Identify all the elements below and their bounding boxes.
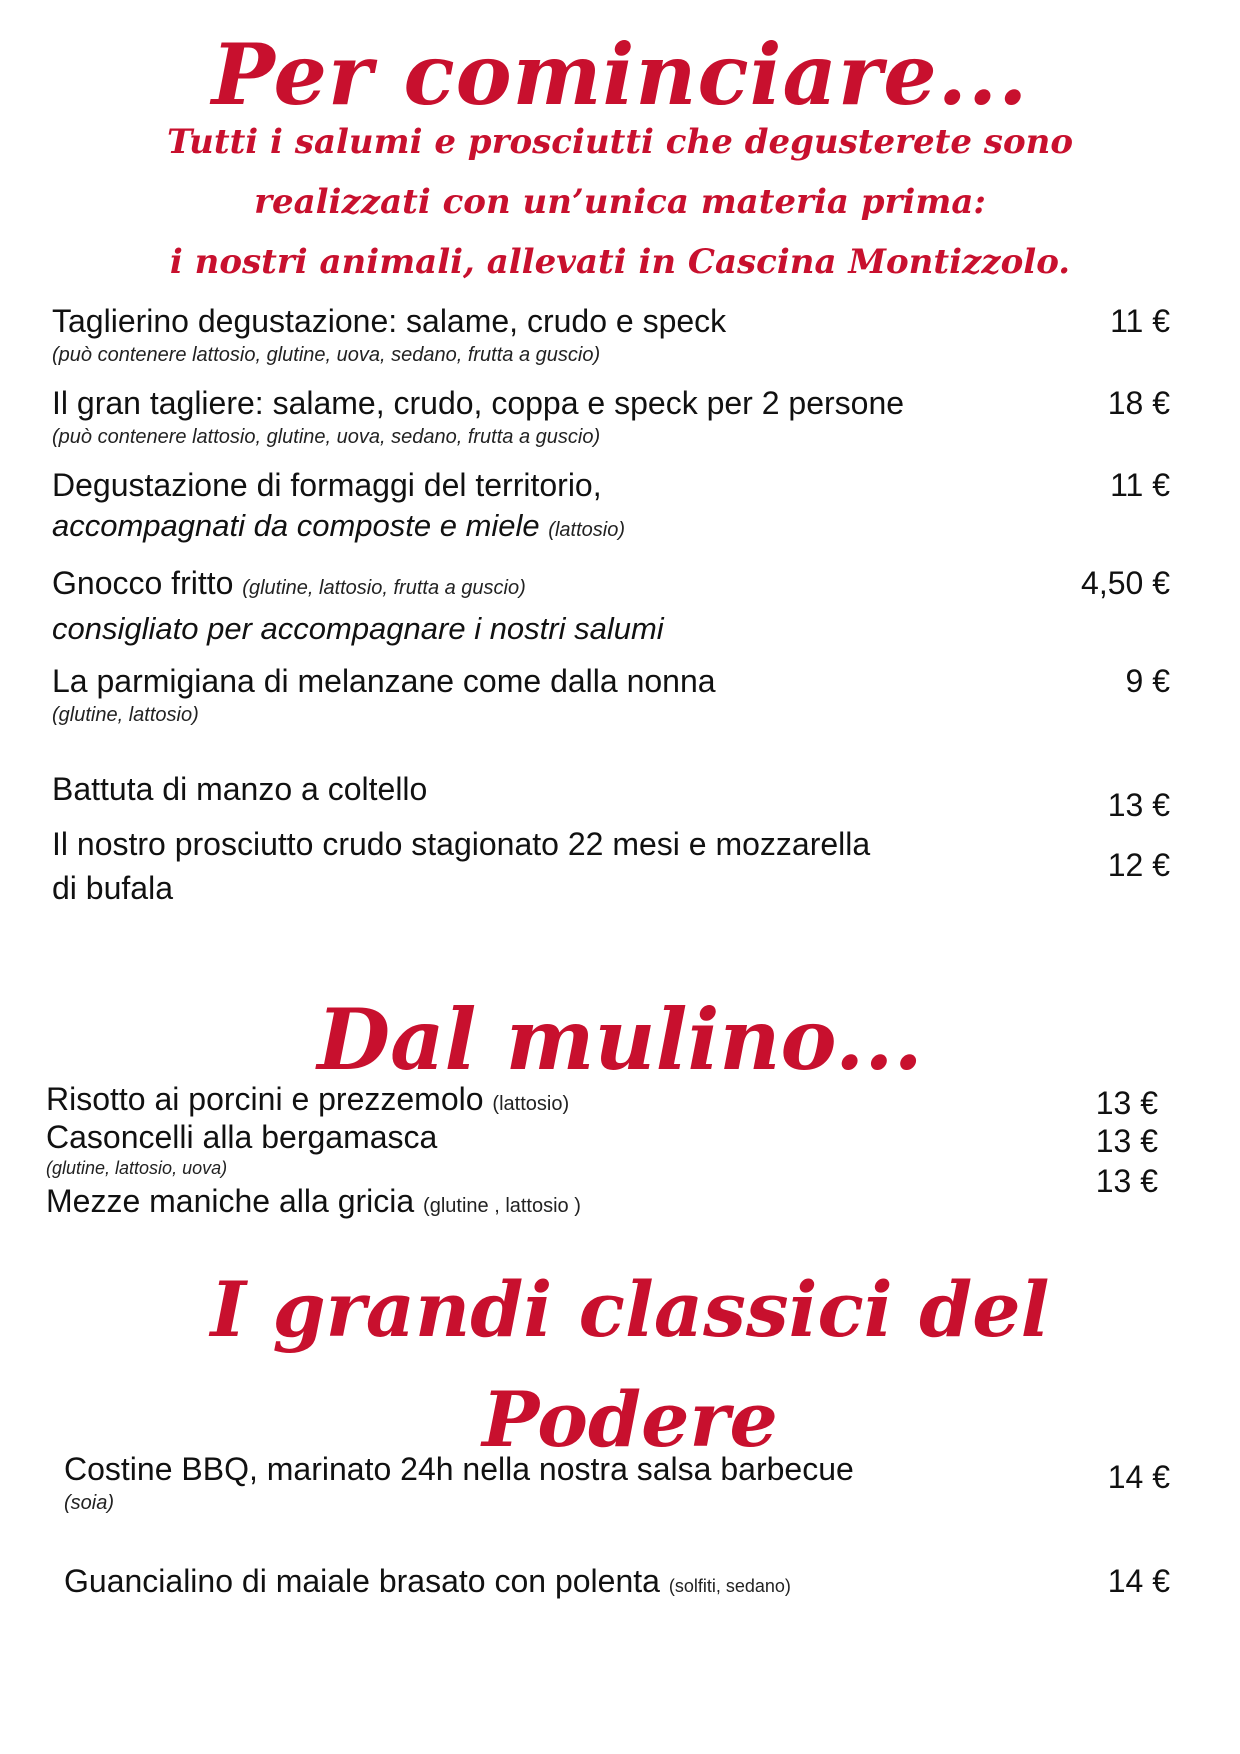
intro-line: i nostri animali, allevati in Cascina Montizzolo. [169,242,1071,282]
allergen-note: (glutine, lattosio, frutta a guscio) [242,577,526,599]
item-name: Battuta di manzo a coltello [52,771,428,807]
menu-item [46,1116,1164,1178]
menu-item [52,464,1170,550]
item-price: 13 € [1107,787,1170,823]
item-description: consigliato per accompagnare i nostri salumi [52,611,664,646]
item-name: La parmigiana di melanzane come dalla nonna [52,663,716,699]
menu-item [52,660,1170,728]
item-name-row [46,1180,1164,1227]
menu-item [52,382,1170,450]
item-description [52,506,1170,550]
allergen-note: (glutine, lattosio) [52,704,199,726]
item-price: 12 € [1107,847,1170,883]
item-name: Il gran tagliere: salame, crudo, coppa e speck per 2 persone [52,385,905,421]
item-price: 13 € [1095,1123,1158,1159]
section-title-grandi-classici: I grandi classici del Podere [210,1265,1050,1464]
item-price: 13 € [1095,1163,1158,1199]
allergen-note: (lattosio) [548,519,625,541]
allergen-note: (può contenere lattosio, glutine, uova, sedano, frutta a guscio) [52,344,601,366]
section-title-per-cominciare: Per cominciare... [211,25,1029,124]
item-name-row [64,1560,1170,1607]
item-name: Casoncelli alla bergamasca [46,1119,438,1155]
menu-item [52,822,1170,910]
section-title-dal-mulino: Dal mulino... [317,990,923,1089]
menu-item [64,1448,1170,1516]
item-price: 11 € [1110,467,1170,503]
item-name: Taglierino degustazione: salame, crudo e speck [52,303,727,339]
menu-item [64,1560,1170,1607]
item-name: Guancialino di maiale brasato con polenta [64,1563,660,1599]
item-name: Risotto ai porcini e prezzemolo [46,1081,484,1117]
allergen-note: (soia) [64,1492,115,1514]
item-name: Mezze maniche alla gricia [46,1183,415,1219]
allergen-note: (glutine , lattosio ) [423,1195,581,1217]
menu-item [52,300,1170,368]
menu-item [52,562,1170,649]
item-price: 13 € [1095,1085,1158,1121]
intro-text [0,112,1240,292]
intro-line: realizzati con un’unica materia prima: [254,182,986,222]
item-name: Il nostro prosciutto crudo stagionato 22 mesi e mozzarella [52,826,871,862]
item-price: 18 € [1107,385,1170,421]
allergen-note: (glutine, lattosio, uova) [46,1158,228,1178]
item-name: Costine BBQ, marinato 24h nella nostra salsa barbecue [64,1451,854,1487]
allergen-note: (può contenere lattosio, glutine, uova, sedano, frutta a guscio) [52,426,601,448]
item-name-row [52,562,1170,609]
item-name-continued: di bufala [52,870,173,906]
item-price: 14 € [1107,1563,1170,1599]
allergen-note: (lattosio) [492,1093,570,1115]
intro-line: Tutti i salumi e prosciutti che degusterete sono [166,122,1074,162]
item-price: 9 € [1125,663,1170,699]
item-price: 4,50 € [1081,565,1170,601]
item-price: 14 € [1107,1459,1170,1495]
menu-item [52,768,1170,823]
item-description-text: accompagnati da composte e miele [52,508,540,543]
item-name: Gnocco fritto [52,565,234,601]
item-name: Degustazione di formaggi del territorio, [52,467,602,503]
item-price: 11 € [1110,303,1170,339]
allergen-note: (solfiti, sedano) [668,1576,791,1596]
